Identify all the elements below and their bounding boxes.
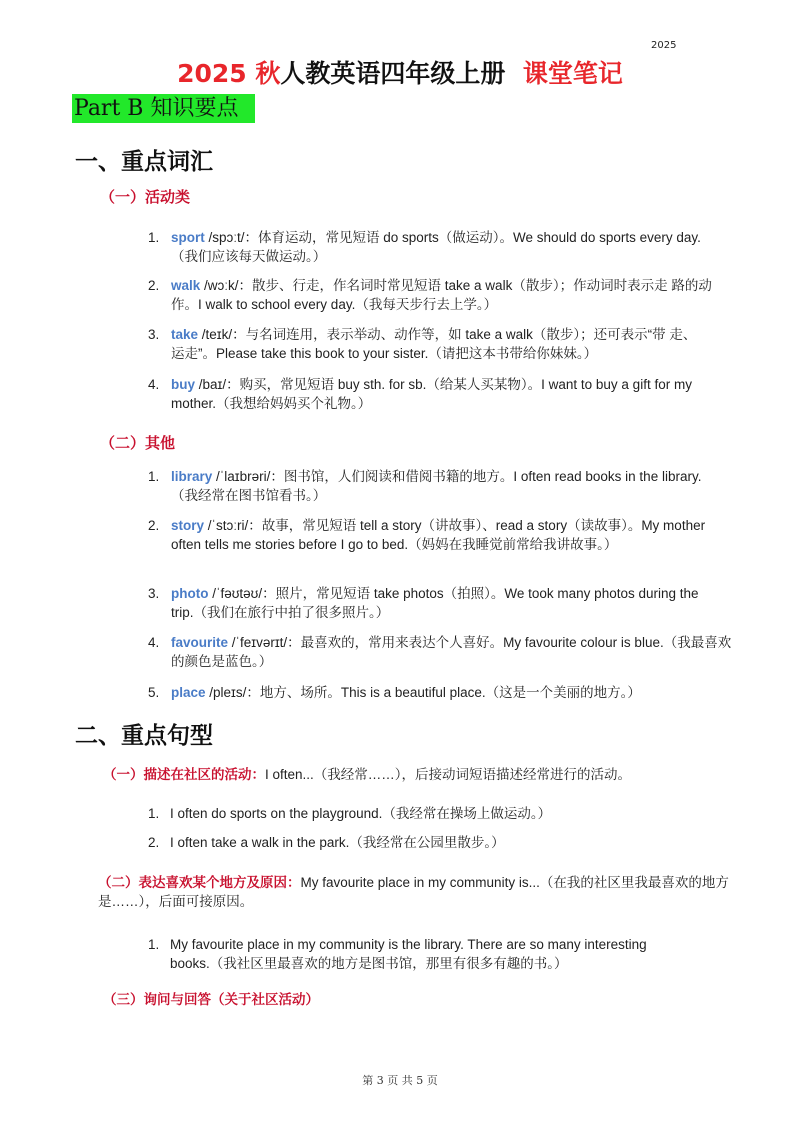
sentence-item: 1. I often do sports on the playground.（我经常在操场上做运动。） xyxy=(148,806,552,821)
vocab-word: story xyxy=(171,518,205,533)
vocab-word: favourite xyxy=(171,635,229,650)
sentence-group-2: （二）表达喜欢某个地方及原因：My favourite place in my community is...（在我的社区里我最喜欢的地方是……），后面可接原因。 xyxy=(98,875,729,909)
vocab-item: 3. photo /ˈfəʊtəʊ/：照片，常见短语 take photos（拍照）。We took many photos during the trip.（我们在旅行中拍了很多照片。） xyxy=(148,586,699,620)
vocab-word: library xyxy=(171,469,213,484)
vocab-item: 4. buy /baɪ/：购买，常见短语 buy sth. for sb.（给某人买某物）。I want to buy a gift for my mother.（我想给妈妈买个礼物。） xyxy=(148,377,692,411)
vocab-word: buy xyxy=(171,377,196,392)
vocab-word: photo xyxy=(171,586,209,601)
vocab-item: 1. library /ˈlaɪbrəri/：图书馆，人们阅读和借阅书籍的地方。I often read books in the library.（我经常在图书馆看书。） xyxy=(148,469,702,503)
vocab-word: walk xyxy=(171,278,201,293)
sentence-item: 2. I often take a walk in the park.（我经常在公园里散步。） xyxy=(148,835,505,850)
section-heading-vocab: 一、重点词汇 xyxy=(75,148,213,175)
vocab-item: 4. favourite /ˈfeɪvərɪt/：最喜欢的，常用来表达个人喜好。My favourite colour is blue.（我最喜欢的颜色是蓝色。） xyxy=(148,635,732,669)
vocab-item: 5. place /pleɪs/：地方、场所。This is a beautiful place.（这是一个美丽的地方。） xyxy=(148,685,641,700)
group-heading-others: （二）其他 xyxy=(100,434,176,452)
page-title xyxy=(0,54,800,90)
group-heading-activities: （一）活动类 xyxy=(100,188,191,206)
sentence-group-1: （一）描述在社区的活动：I often...（我经常……），后接动词短语描述经常进行的活动。 xyxy=(103,767,632,782)
vocab-item: 3. take /teɪk/：与名词连用，表示举动、动作等，如 take a walk（散步）；还可表示“带 走、运走”。Please take this book to your sister.（请把这本书带给你妹妹。） xyxy=(148,327,697,361)
page-footer: 第 3 页 共 5 页 xyxy=(362,1074,438,1087)
title-main: 人教英语四年级上册 xyxy=(280,59,506,88)
title-year: 2025 秋 xyxy=(177,59,281,88)
vocab-word: sport xyxy=(171,230,205,245)
part-label: Part B 知识要点 xyxy=(72,94,255,123)
vocab-item: 2. walk /wɔːk/：散步、行走，作名词时常见短语 take a walk（散步）；作动词时表示走 路的动作。I walk to school every day.（我每天步行去上学。） xyxy=(148,278,712,312)
vocab-item: 2. story /ˈstɔːri/：故事，常见短语 tell a story（讲故事）、read a story（读故事）。My mother often tells me stories before I go to bed.（妈妈在我睡觉前常给我讲故事。） xyxy=(148,518,706,552)
sentence-item: 1. My favourite place in my community is the library. There are so many interesting books.（我社区里最喜欢的地方是图书馆，那里有很多有趣的书。） xyxy=(148,937,647,971)
corner-year: 2025 xyxy=(651,40,677,51)
vocab-word: place xyxy=(171,685,206,700)
vocab-item: 1. sport /spɔːt/：体育运动，常见短语 do sports（做运动）。We should do sports every day.（我们应该每天做运动。） xyxy=(148,230,701,264)
sentence-group-3: （三）询问与回答（关于社区活动） xyxy=(103,992,319,1007)
title-notes: 课堂笔记 xyxy=(522,59,623,88)
vocab-word: take xyxy=(171,327,199,342)
section-heading-sentences: 二、重点句型 xyxy=(75,722,213,749)
